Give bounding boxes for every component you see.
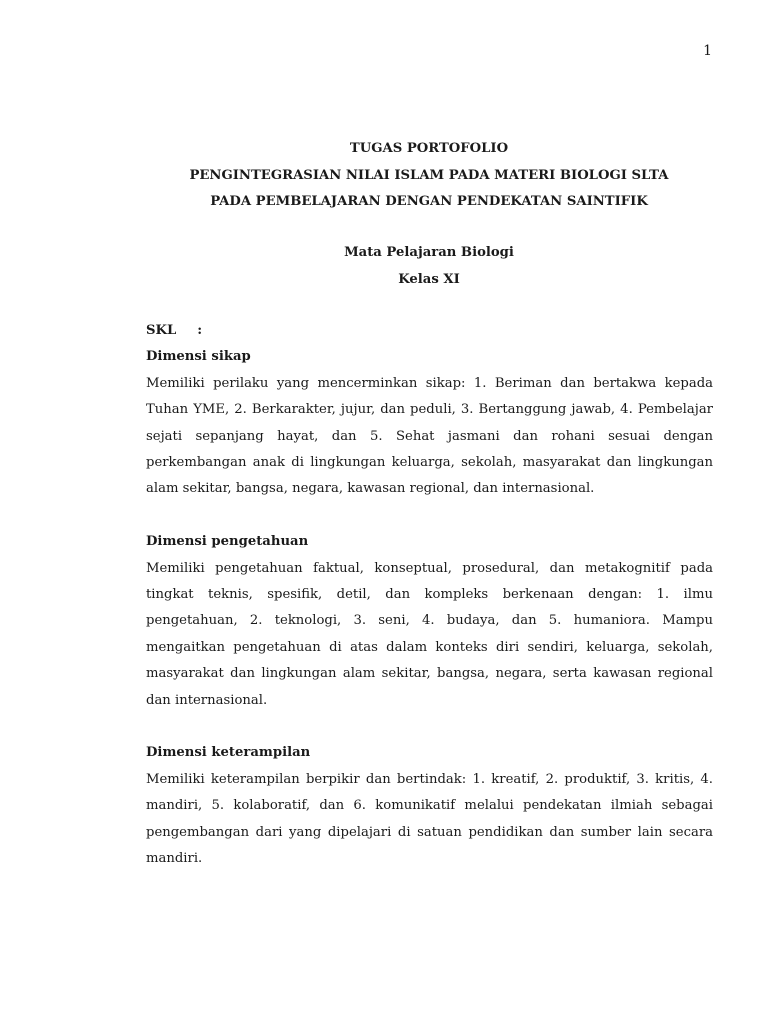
section-body: Memiliki keterampilan berpikir dan bertindak: 1. kreatif, 2. produktif, 3. kritis, 4. mandiri, 5. kolaboratif, dan 6. komunikatif melalui pendekatan ilmiah sebagai pengembangan dari yang dipelajari di satuan pendidikan dan sumber lain secara mandiri.	[146, 771, 713, 867]
section-sikap	[146, 344, 713, 502]
section-pengetahuan	[146, 529, 713, 714]
subject-line: Mata Pelajaran Biologi	[344, 245, 514, 260]
title-line-2: PENGINTEGRASIAN NILAI ISLAM PADA MATERI BIOLOGI SLTA	[189, 167, 669, 183]
section-heading: Dimensi sikap	[146, 349, 251, 365]
section-heading: Dimensi keterampilan	[146, 745, 311, 761]
document-title	[0, 136, 768, 216]
section-body: Memiliki pengetahuan faktual, konseptual, prosedural, dan metakognitif pada tingkat teknis, spesifik, detil, dan kompleks berkenaan dengan: 1. ilmu pengetahuan, 2. teknologi, 3. seni, 4. budaya, dan 5. humaniora. Mampu mengaitkan pengetahuan di atas dalam konteks diri sendiri, keluarga, sekolah, masyarakat dan lingkungan alam sekitar, bangsa, negara, serta kawasan regional dan internasional.	[146, 560, 713, 708]
subject-block	[0, 240, 768, 293]
skl-heading	[146, 318, 713, 344]
skl-label: SKL	[146, 323, 177, 338]
section-body: Memiliki perilaku yang mencerminkan sikap: 1. Beriman dan bertakwa kepada Tuhan YME, 2. Berkarakter, jujur, dan peduli, 3. Bertanggung jawab, 4. Pembelajar sejati sepanjang hayat, dan 5. Sehat jasmani dan rohani sesuai dengan perkembangan anak di lingkungan keluarga, sekolah, masyarakat dan lingkungan alam sekitar, bangsa, negara, kawasan regional, dan internasional.	[146, 375, 713, 497]
section-keterampilan	[146, 740, 713, 872]
title-line-3: PADA PEMBELAJARAN DENGAN PENDEKATAN SAINTIFIK	[210, 194, 648, 209]
section-gap	[146, 714, 713, 740]
title-line-1: TUGAS PORTOFOLIO	[349, 141, 509, 156]
class-line: Kelas XI	[398, 271, 460, 287]
page-number: 1	[703, 43, 712, 59]
document-body	[146, 318, 713, 873]
section-gap	[146, 503, 713, 529]
skl-colon: :	[197, 323, 203, 338]
section-heading: Dimensi pengetahuan	[146, 534, 309, 550]
